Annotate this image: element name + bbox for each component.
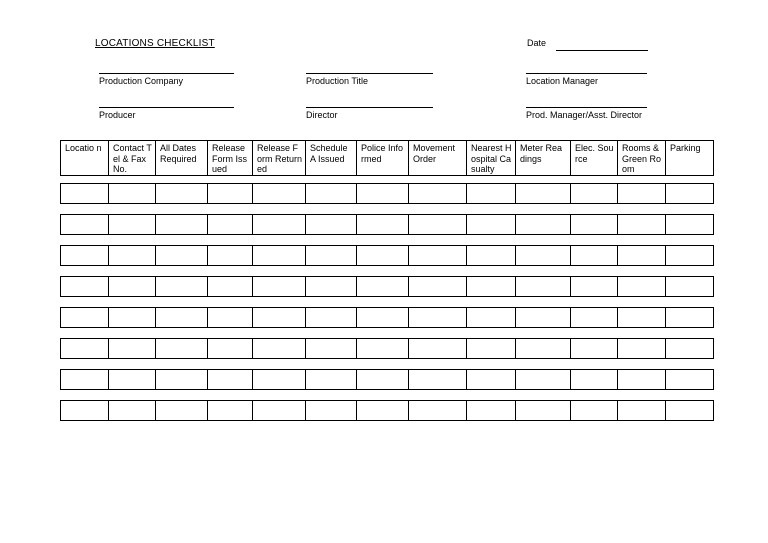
column-header: Nearest Hospital Casualty — [467, 141, 516, 176]
table-cell[interactable] — [61, 339, 109, 359]
table-cell[interactable] — [618, 370, 666, 390]
table-cell[interactable] — [253, 184, 306, 204]
table-cell[interactable] — [666, 339, 714, 359]
table-cell[interactable] — [571, 277, 618, 297]
table-cell[interactable] — [208, 246, 253, 266]
table-cell[interactable] — [467, 184, 516, 204]
table-cell[interactable] — [156, 215, 208, 235]
table-cell[interactable] — [467, 308, 516, 328]
table-cell[interactable] — [516, 215, 571, 235]
column-header: Schedule A Issued — [306, 141, 357, 176]
table-cell[interactable] — [253, 215, 306, 235]
table-cell[interactable] — [208, 308, 253, 328]
table-cell[interactable] — [306, 246, 357, 266]
table-cell[interactable] — [516, 246, 571, 266]
production-company-label: Production Company — [99, 76, 184, 86]
date-label: Date — [527, 38, 547, 48]
table-cell[interactable] — [467, 246, 516, 266]
table-cell[interactable] — [516, 308, 571, 328]
column-header: Contact Tel & Fax No. — [109, 141, 156, 176]
producer-label: Producer — [99, 110, 136, 120]
table-cell[interactable] — [516, 339, 571, 359]
table-cell[interactable] — [357, 308, 409, 328]
prod-manager-field[interactable] — [526, 110, 642, 120]
table-cell[interactable] — [571, 339, 618, 359]
table-cell[interactable] — [156, 370, 208, 390]
date-field-line[interactable] — [556, 50, 648, 51]
table-cell[interactable] — [156, 246, 208, 266]
table-cell[interactable] — [208, 215, 253, 235]
table-row — [60, 276, 714, 297]
table-cell[interactable] — [467, 370, 516, 390]
table-cell[interactable] — [61, 401, 109, 421]
column-header: Rooms & Green Room — [618, 141, 666, 176]
table-cell[interactable] — [357, 246, 409, 266]
table-cell[interactable] — [253, 277, 306, 297]
table-cell[interactable] — [208, 370, 253, 390]
table-cell[interactable] — [306, 277, 357, 297]
table-cell[interactable] — [109, 401, 156, 421]
table-cell[interactable] — [357, 401, 409, 421]
table-cell[interactable] — [156, 277, 208, 297]
column-header: Release Form Returned — [253, 141, 306, 176]
table-cell[interactable] — [666, 370, 714, 390]
table-cell[interactable] — [306, 401, 357, 421]
table-cell[interactable] — [618, 308, 666, 328]
table-cell[interactable] — [357, 370, 409, 390]
column-header: Parking — [666, 141, 714, 176]
table-cell[interactable] — [409, 215, 467, 235]
table-row — [60, 338, 714, 359]
table-cell[interactable] — [571, 401, 618, 421]
table-cell[interactable] — [253, 246, 306, 266]
table-cell[interactable] — [306, 308, 357, 328]
table-cell[interactable] — [61, 370, 109, 390]
column-header: All Dates Required — [156, 141, 208, 176]
table-cell[interactable] — [409, 277, 467, 297]
production-title-field[interactable] — [306, 76, 368, 86]
table-cell[interactable] — [306, 215, 357, 235]
table-cell[interactable] — [109, 339, 156, 359]
table-row — [60, 369, 714, 390]
column-header: Elec. Source — [571, 141, 618, 176]
column-header: Movement Order — [409, 141, 467, 176]
table-cell[interactable] — [618, 184, 666, 204]
table-cell[interactable] — [253, 370, 306, 390]
director-label: Director — [306, 110, 338, 120]
table-cell[interactable] — [666, 401, 714, 421]
column-header: Release Form Issued — [208, 141, 253, 176]
table-cell[interactable] — [571, 184, 618, 204]
table-cell[interactable] — [253, 401, 306, 421]
table-cell[interactable] — [571, 246, 618, 266]
table-cell[interactable] — [156, 401, 208, 421]
table-row — [60, 307, 714, 328]
producer-field[interactable] — [99, 110, 136, 120]
table-cell[interactable] — [409, 370, 467, 390]
table-row — [60, 245, 714, 266]
table-cell[interactable] — [516, 370, 571, 390]
table-cell[interactable] — [409, 401, 467, 421]
column-header: Locatio n — [61, 141, 109, 176]
table-cell[interactable] — [109, 215, 156, 235]
table-cell[interactable] — [61, 308, 109, 328]
table-cell[interactable] — [666, 246, 714, 266]
table-cell[interactable] — [357, 277, 409, 297]
table-cell[interactable] — [109, 277, 156, 297]
table-cell[interactable] — [357, 215, 409, 235]
table-cell[interactable] — [571, 370, 618, 390]
table-cell[interactable] — [253, 308, 306, 328]
table-cell[interactable] — [467, 401, 516, 421]
table-row — [60, 400, 714, 421]
director-field[interactable] — [306, 110, 338, 120]
table-cell[interactable] — [208, 277, 253, 297]
column-header: Police Informed — [357, 141, 409, 176]
table-cell[interactable] — [618, 339, 666, 359]
table-cell[interactable] — [666, 308, 714, 328]
table-cell[interactable] — [516, 184, 571, 204]
table-cell[interactable] — [467, 339, 516, 359]
table-cell[interactable] — [409, 184, 467, 204]
table-cell[interactable] — [618, 277, 666, 297]
table-cell[interactable] — [357, 184, 409, 204]
checklist-header — [60, 140, 714, 176]
table-cell[interactable] — [61, 215, 109, 235]
table-cell[interactable] — [208, 339, 253, 359]
table-cell[interactable] — [618, 215, 666, 235]
table-cell[interactable] — [156, 339, 208, 359]
location-manager-field[interactable] — [526, 76, 598, 86]
table-cell[interactable] — [409, 246, 467, 266]
table-cell[interactable] — [109, 370, 156, 390]
location-manager-label: Location Manager — [526, 76, 599, 86]
table-cell[interactable] — [409, 308, 467, 328]
table-cell[interactable] — [666, 184, 714, 204]
table-cell[interactable] — [61, 184, 109, 204]
table-cell[interactable] — [61, 277, 109, 297]
table-cell[interactable] — [61, 246, 109, 266]
table-cell[interactable] — [467, 277, 516, 297]
table-row — [60, 214, 714, 235]
table-cell[interactable] — [306, 339, 357, 359]
table-cell[interactable] — [516, 401, 571, 421]
table-cell[interactable] — [467, 215, 516, 235]
production-company-field[interactable] — [99, 76, 183, 86]
table-cell[interactable] — [109, 184, 156, 204]
column-header: Meter Readings — [516, 141, 571, 176]
table-cell[interactable] — [516, 277, 571, 297]
table-cell[interactable] — [357, 339, 409, 359]
table-cell[interactable] — [618, 401, 666, 421]
page-title: LOCATIONS CHECKLIST — [95, 38, 215, 49]
table-cell[interactable] — [156, 308, 208, 328]
table-row — [60, 183, 714, 204]
table-cell[interactable] — [208, 184, 253, 204]
table-cell[interactable] — [409, 339, 467, 359]
table-cell[interactable] — [156, 184, 208, 204]
table-cell[interactable] — [306, 184, 357, 204]
prod-manager-label: Prod. Manager/Asst. Director — [526, 110, 643, 120]
production-title-label: Production Title — [306, 76, 369, 86]
table-cell[interactable] — [208, 401, 253, 421]
table-cell[interactable] — [253, 339, 306, 359]
table-cell[interactable] — [306, 370, 357, 390]
table-cell[interactable] — [666, 215, 714, 235]
table-cell[interactable] — [666, 277, 714, 297]
table-cell[interactable] — [618, 246, 666, 266]
table-cell[interactable] — [571, 215, 618, 235]
table-cell[interactable] — [109, 308, 156, 328]
table-cell[interactable] — [571, 308, 618, 328]
table-cell[interactable] — [109, 246, 156, 266]
